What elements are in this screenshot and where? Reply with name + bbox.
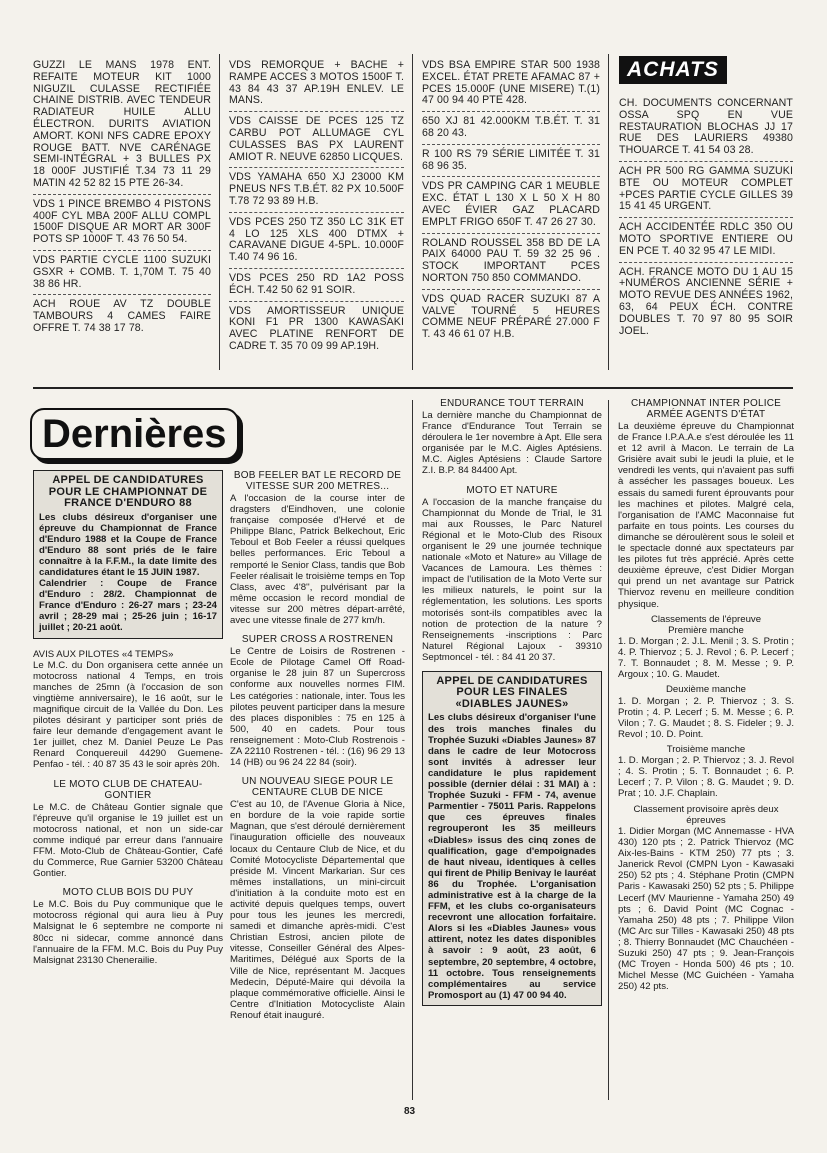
chateau-gontier-body: Le M.C. de Château Gontier signale que l'épreuve qu'il organise le 19 juillet est un motocross national, et non un side-car comme indiqué par erreur dans l'annuaire FFM. Moto-Club de Château-Gontier, Café du Commerce, Rue Garnier 53200 Château Gontier. — [33, 801, 223, 880]
classified-ad: ACH PR 500 RG GAMMA SUZUKI BTE OU MOTEUR COMPLET +PCES PARTIE CYCLE GILLES 39 15 41 45 URGENT. — [619, 162, 793, 218]
classified-ad: VDS YAMAHA 650 XJ 23000 KM PNEUS NFS T.B.ÉT. 82 PX 10.500F T.78 72 93 89 H.B. — [229, 168, 404, 212]
classified-ad: R 100 RS 79 SÉRIE LIMITÉE T. 31 68 96 35. — [422, 145, 600, 178]
appel-diables-body: Les clubs désireux d'organiser l'une des trois manches finales du Trophée Suzuki «Diables Jaunes» 87 dans le cadre de leur Motocross sont invités à adresser leur candidature le plus rapidement possible (dernier délai : 31 MAI) à : Trophée Suzuki - FFM - 74, avenue Parmentier - 75011 Paris. Rappelons que ces épreuves finales regrouperont les 35 meilleurs «Diables» issus des cinq zones de qualification, gage d'empoignades de haut niveau, identiques à celles qui firent de Philip Benivay le lauréat 86 du Trophée. L'organisation administrative est à la charge de la FFM, et les clubs co-organisateurs recevront une allocation forfaitaire. Alors si les «Diables Jaunes» vous attirent, notez les dates disponibles à savoir : 9 août, 23 août, 6 septembre, 20 septembre, 4 octobre, 11 octobre. Tous renseignements complémentaires au service Promosport au (1) 47 00 94 40. — [428, 712, 596, 1001]
endurance-title: ENDURANCE TOUT TERRAIN — [440, 398, 584, 409]
classified-ad: VDS PARTIE CYCLE 1100 SUZUKI GSXR + COMB. T. 1,70M T. 75 40 38 86 HR. — [33, 251, 211, 295]
super-cross-title: SUPER CROSS A ROSTRENEN — [241, 634, 394, 646]
dernieres-logo: Dernières — [30, 408, 239, 460]
ipaa-manche3-body: 1. D. Morgan ; 2. P. Thiervoz ; 3. J. Revol ; 4. S. Protin ; 5. T. Bonnaudet ; 6. P. Lecerf ; 7. P. Vilon ; 8. G. Maudet ; 9. D. Prat ; 10. J.F. Chaplain. — [618, 755, 794, 800]
moto-nature-body: A l'occasion de la manche française du Championnat du Monde de Trial, le 31 mai aux Rousses, le Parc Naturel Régional et le Moto-Club des Risoux organisent le 29 une journée technique nationale «Moto et Nature» au Village de Vacances de Lamoura. Les thèmes : impact de l'utilisation de la Moto Verte sur les milieux naturels, le point sur la réglementation, les solutions. Les sports motorisés sont-ils compatibles avec la notion de protection de la nature ? Renseignements -inscriptions : Parc Naturel Régional Lajoux - 39310 Septmoncel - tél. : 84 41 20 37. — [422, 496, 602, 663]
bois-du-puy-title: MOTO CLUB BOIS DU PUY — [62, 887, 194, 899]
achats-column — [619, 56, 793, 341]
dernieres-column-a — [33, 470, 223, 966]
classified-ad: VDS CAISSE DE PCES 125 TZ CARBU POT ALLUMAGE CYL CULASSES BAS PX LAURENT AMIOT R. NEUVE 62850 LICQUES. — [229, 112, 404, 168]
classified-ad: CH. DOCUMENTS CONCERNANT OSSA SPQ EN VUE RESTAURATION BLOCHAS JJ 17 RUE DES LAURIERS 49380 THOUARCE T. 41 54 03 28. — [619, 94, 793, 162]
ipaa-manche3-title: Troisième manche — [666, 743, 746, 755]
section-rule — [33, 387, 793, 389]
chateau-gontier-title: LE MOTO CLUB DE CHATEAU-GONTIER — [53, 778, 203, 801]
column-divider — [412, 54, 413, 370]
ipaa-manche2-title: Deuxième manche — [666, 684, 746, 696]
bois-du-puy-body: Le M.C. Bois du Puy communique que le motocross régional qui aura lieu à Puy Malsignat le 6 septembre ne comporte ni 80cc ni sidecar, comme annoncé dans l'annuaire de la FFM. M.C. Bois du Puy Puy Malsignat 23130 Chenerailie. — [33, 899, 223, 966]
classified-ad: VDS PCES 250 RD 1A2 POSS ÉCH. T.42 50 62 91 SOIR. — [229, 269, 404, 302]
achats-heading: ACHATS — [619, 56, 727, 84]
ipaa-title: CHAMPIONNAT INTER POLICE ARMÉE AGENTS D'ÉTAT — [630, 398, 781, 420]
siege-nice-body: C'est au 10, de l'Avenue Gloria à Nice, en bordure de la voie rapide sortie Magnan, que s'est déroulé dernièrement l'inauguration officielle des nouveaux locaux du Centaure Club de Nice, et du Comité Motocycliste Départemental que préside M. Vincent Markarian. Sur ces mêmes installations, un mini-circuit d'initiation à la conduite moto est en activité depuis quelques temps, ouvert pour tous les jeunes les mercredi, samedi et dimanche après-midi. C'est Christian Estrosi, ancien pilote de vitesse, Conseiller Général des Alpes-Maritimes, Délégué aux Sports de la Ville de Nice, représentant M. Jacques Medecin, Député-Maire qui dévoila la plaque commémorative officielle. Ainsi le Centre d'Initiation Motocycliste Alain Renouf était inauguré. — [230, 799, 405, 1021]
moto-nature-title: MOTO ET NATURE — [466, 484, 558, 496]
appel-diables-box — [422, 671, 602, 1006]
ipaa-provisoire-body: 1. Didier Morgan (MC Annemasse - HVA 430) 120 pts ; 2. Patrick Thiervoz (MC Aix-les-Bains - KTM 250) 77 pts ; 3. Janerick Revol (CMPN Lyon - Kawasaki 250) 52 pts ; 4. Stéphane Protin (CMPN Paris - Kawasaki 250) 52 pts ; 5. Philippe Lecerf (MV Maurienne - Yamaha 250) 49 pts ; 6. David Point (MC Cognac - Yamaha 250) 48 pts ; 7. Philippe Vilon (MC Arc sur Tilles - Kawasaki 250) 48 pts ; 8. Thierry Bonnaudet (MC Chauchéen - Suzuki 250) 47 pts ; 9. Jean-François (MC Troyen - Honda 500) 46 pts ; 10. Michel Messe (MC Guichéen - Yamaha 250) 42 pts. — [618, 825, 794, 993]
siege-nice-title: UN NOUVEAU SIEGE POUR LE CENTAURE CLUB DE NICE — [241, 776, 394, 799]
classified-ad: VDS QUAD RACER SUZUKI 87 A VALVE TOURNÉ 5 HEURES COMME NEUF PRÉPARÉ 27.000 F T. 43 46 61 07 H.B. — [422, 292, 600, 341]
ipaa-manche1-body: 1. D. Morgan ; 2. J.L. Menil ; 3. S. Protin ; 4. P. Thiervoz ; 5. J. Revol ; 6. P. Lecerf ; 7. T. Bonnaudet ; 8. M. Messe ; 9. P. Argoux ; 10. G. Maudet. — [618, 636, 794, 681]
classified-ad: VDS REMORQUE + BACHE + RAMPE ACCES 3 MOTOS 1500F T. 43 84 43 37 AP.19H ENLEV. LE MANS. — [229, 56, 404, 112]
super-cross-body: Le Centre de Loisirs de Rostrenen -Ecole de Pilotage Camel Off Road- organise le 28 juin 87 un Supercross conforme aux nouvelles normes FIM. Les catégories : nationale, inter. Tous les pilotes peuvent participer dans la mesure des places disponibles : 75 en 125 à 500, 40 en cadets. Pour tous renseignement : Moto-Club Rostrenois - ZA 22110 Rostrenen - tél. : (16) 96 29 13 14 (HB) ou 96 24 22 84 (soir). — [230, 646, 405, 769]
classifieds-column-1 — [33, 56, 211, 339]
appel-diables-title: APPEL DE CANDIDATURES POUR LES FINALES «DIABLES JAUNES» — [436, 674, 588, 710]
appel-enduro-box — [33, 470, 223, 639]
bob-feeler-body: A l'occasion de la course inter de dragsters d'Eindhoven, une colonie française composée d'Hervé et de Philippe Blanc, Patrick Belkechout, Eric Teboul et Bob Feeler a réussi quelques belles performances. Eric Teboul a remporté le Senior Class, tandis que Bob Feeler réalisait le troisième temps en Top Class, avec 4'8'', pulvérisant par la même occasion le record mondial de vitesse sur 200 mètres départ-arrêté, avec une vitesse finale de 277 km/h. — [230, 493, 405, 627]
classified-ad: VDS BSA EMPIRE STAR 500 1938 EXCEL. ÉTAT PRETE AFAMAC 87 + PCES 15.000F (UNE MISERE) T.(1) 47 00 94 40 PTE 428. — [422, 56, 600, 112]
endurance-body: La dernière manche du Championnat de France d'Endurance Tout Terrain se déroulera le 1er novembre à Apt. Elle sera organisée par le M.C. Aigles Aptésiens. M.C. Aigles Aptésiens : Claude Sartore Z.I. B.P. 84 84400 Apt. — [422, 410, 602, 477]
bob-feeler-title: BOB FEELER BAT LE RECORD DE VITESSE SUR 200 METRES... — [233, 470, 402, 492]
appel-enduro-title: APPEL DE CANDIDATURES POUR LE CHAMPIONNAT DE FRANCE D'ENDURO 88 — [48, 474, 208, 509]
dernieres-column-d — [618, 398, 794, 992]
classified-ad: ACH. FRANCE MOTO DU 1 AU 15 +NUMÉROS ANCIENNE SÉRIE + MOTO REVUE DES ANNÉES 1962, 63, 64 PEUX ÉCH. CONTRE DOUBLES T. 70 97 80 95 SOIR JOEL. — [619, 265, 793, 337]
appel-enduro-body: Les clubs désireux d'organiser une épreuve du Championnat de France d'Enduro 1988 et la Coupe de France d'Enduro 88 sont priés de le faire connaître à la F.F.M., la date limite des candidatures étant le 15 JUIN 1987. — [39, 511, 217, 578]
classified-ad: ROLAND ROUSSEL 358 BD DE LA PAIX 64000 PAU T. 59 32 25 96 . STOCK IMPORTANT PCES NORTON 750 850 COMMANDO. — [422, 234, 600, 290]
classified-ad: VDS PR CAMPING CAR 1 MEUBLE EXC. ÉTAT L 130 X L 50 X H 80 AVEC ÉVIER GAZ PLACARD EMPLT FRIGO 650F T. 47 26 27 30. — [422, 177, 600, 233]
ipaa-body: La deuxième épreuve du Championnat de France I.P.A.A.e s'est déroulée les 11 et 12 avril à Macon. Le terrain de La Grisière avait subi le jeudi la pluie, et le vendredi les vents, qui n'avaient pas suffi à assécher les passages boueux. Les essais du samedi furent éprouvants pour les machines et pilotes. Malgré cela, l'organisation de l'AMC Maconnaise fut parfaite en tous points. Les courses du dimanche se déroulèrent sous le soleil et le spectacle donné aux spectateurs par les pilotes fut très apprécié. Après cette deuxième épreuve, c'est Didier Morgan qui prend un net avantage sur Patrick Thiervoz revenu en meilleure condition physique. — [618, 421, 794, 610]
page-number: 83 — [404, 1106, 416, 1117]
dernieres-column-c — [422, 398, 602, 1006]
ipaa-manche2-body: 1. D. Morgan ; 2. P. Thiervoz ; 3. S. Protin ; 4. P. Lecerf ; 5. M. Messe ; 6. P. Vilon ; 7. G. Maudet ; 8. S. Fideler ; 9. J. Revol ; 10. D. Point. — [618, 695, 794, 740]
column-divider — [412, 400, 413, 1100]
classified-ad: GUZZI LE MANS 1978 ENT. REFAITE MOTEUR KIT 1000 NIGUZIL CULASSE RECTIFIÉE CHAINE DISTRIB. AVEC TENDEUR RADIATEUR HUILE ALLU ÉLECTRON. DURITS AVIATION AMORT. KONI NFS CADRE EPOXY ROUGE BATT. NVE CARÉNAGE SEMI-INTÉGRAL + 3 BULLES PX 18 000F JUSTIFIÉ T.34 73 11 29 MATIN 42 52 82 15 PTE 26-34. — [33, 56, 211, 195]
column-divider — [608, 54, 609, 370]
classified-ad: VDS AMORTISSEUR UNIQUE KONI F1 PR 1300 KAWASAKI AVEC PLATINE RENFORT DE CADRE T. 35 70 09 99 AP.19H. — [229, 304, 404, 352]
column-divider — [608, 400, 609, 1100]
classified-ad: ACH ACCIDENTÉE RDLC 350 OU MOTO SPORTIVE ENTIERE OU EN PCE T. 40 32 95 47 LE MIDI. — [619, 218, 793, 262]
classified-ad: ACH ROUE AV TZ DOUBLE TAMBOURS 4 CAMES FAIRE OFFRE T. 74 38 17 78. — [33, 298, 211, 334]
classified-ad: VDS 1 PINCE BREMBO 4 PISTONS 400F CYL MBA 200F ALLU COMPL 1500F DISQUE AR MORT AR 300F POTS SP 1000F T. 43 76 50 54. — [33, 195, 211, 251]
classifieds-column-3 — [422, 56, 600, 345]
ipaa-manche1-title: Première manche — [668, 624, 744, 636]
avis-pilotes-body: Le M.C. du Don organisera cette année un motocross national 4 Temps, en trois manches de 25mn (à l'occasion de son vingtième anniversaire), le 16 août, sur le magnifique circuit de la Vallée du Don. Les pilotes désirant y participer sont priés de faire leur demande d'engagement avant le 1er juillet, chez M. Daniel Peuze Le Pas Renard Conquereuil 44290 Guemene-Penfao - tél. : 40 87 35 43 le soir après 20h. — [33, 659, 223, 771]
classifieds-column-2 — [229, 56, 404, 357]
column-divider — [219, 54, 220, 370]
appel-enduro-calendar: Calendrier : Coupe de France d'Enduro : 28/2. Championnat de France d'Enduro : 26-27 mars ; 23-24 avril ; 28-29 mai ; 25-26 juin ; 16-17 juillet ; 20-21 août. — [39, 578, 217, 634]
ipaa-classements-title: Classements de l'épreuve — [650, 613, 762, 625]
avis-pilotes-title: AVIS AUX PILOTES «4 TEMPS» — [33, 648, 174, 660]
ipaa-provisoire-title: Classement provisoire après deux épreuves — [633, 803, 779, 826]
classified-ad: 650 XJ 81 42.000KM T.B.ÉT. T. 31 68 20 43. — [422, 112, 600, 145]
classified-ad: VDS PCES 250 TZ 350 LC 31K ET 4 LO 125 XLS 400 DTMX + CARAVANE DIGUE 4-5PL. 10.000F T.40 74 96 16. — [229, 213, 404, 269]
dernieres-column-b — [230, 470, 405, 1021]
